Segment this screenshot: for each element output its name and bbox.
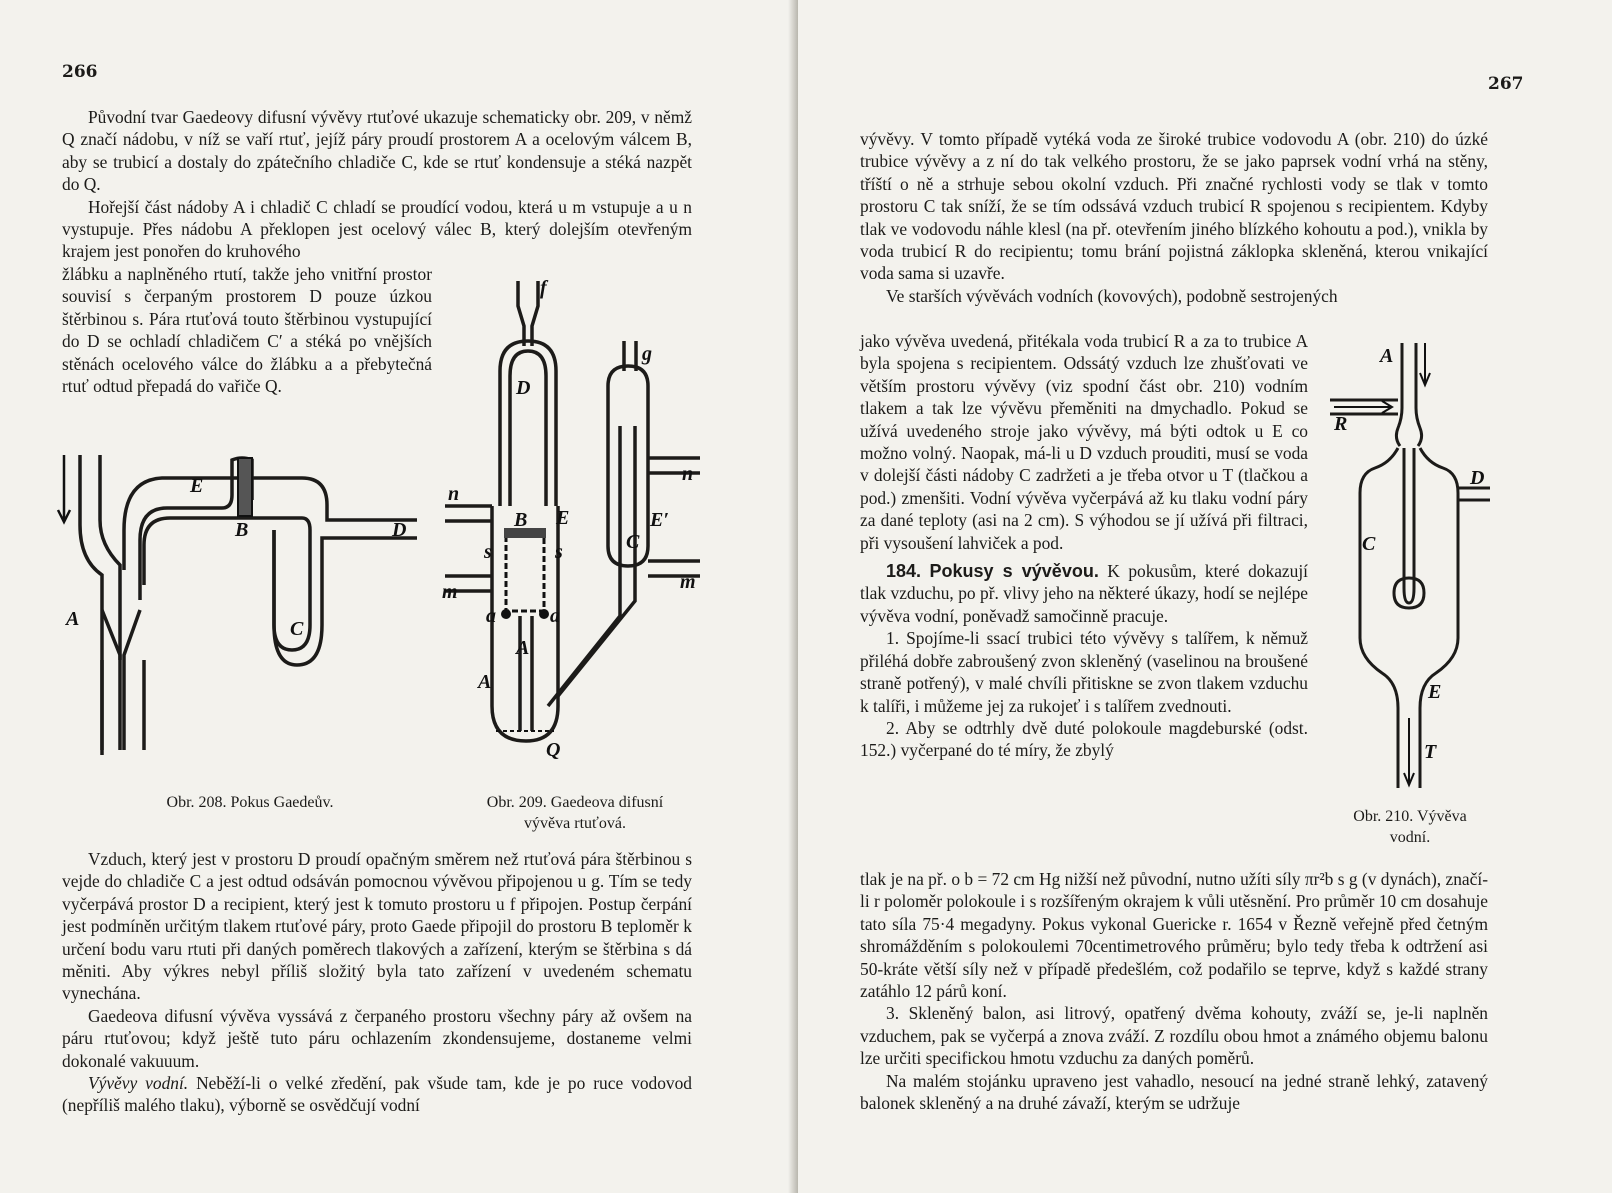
fig210-tube-A [1396,343,1421,446]
fig208-arrow-icon [58,455,70,522]
figure-209 [440,276,720,776]
right-page [798,0,1612,1193]
fig209-label-D: D [516,377,531,399]
fig210-label-D: D [1470,467,1485,489]
caption-208: Obr. 208. Pokus Gaedeův. [166,794,334,811]
section-title: Pokusy s vývěvou. [929,561,1099,582]
caption-209-line2: vývěva rtuťová. [524,815,626,832]
left-text-wrap [62,263,432,397]
fig210-label-E: E [1428,681,1442,703]
caption-209 [440,792,710,834]
caption-210-line1: Obr. 210. Vývěva [1353,808,1467,825]
fig209-top-tube [518,281,538,346]
fig210-label-R: R [1334,413,1348,435]
left-page [0,0,798,1193]
paragraph: jako vývěva uvedená, přitékala voda trubicí R a za to trubice A byla spojena s recipientem. Odssátý vzduch lze zhušťovati ve větším prostoru vývěvy (viz spodní část obr. 210) vodním tlakem a tak lze vývěvu přeměniti na dmychadlo. Pokud se užívá uvedeného stroje jako vývěvy, má býti odtok u E co možno volný. Naopak, má-li u D vzduch prouditi, musí se voda v dolejší části nádoby C zadržeti a je třeba otvor u T (tlačkou a pod.) zmenšiti. Vodní vývěva vyčerpává až ku tlaku vodní páry za dané teploty (asi na 2 cm). S výhodou se jí užívá při filtraci, při vysoušení lahviček a pod. [860,331,1308,553]
fig209-label-s2: s [555,541,563,563]
fig208-label-D: D [392,519,407,541]
left-text-top [62,106,692,263]
figure-208 [52,450,422,770]
paragraph: Hořejší část nádoby A i chladič C chladí se proudící vodou, která u m vstupuje a u n vystupuje. Přes nádobu A překlopen jest ocelový válec B, který dolejším otevřeným krajem jest ponořen do kruhového [62,196,692,262]
paragraph-text: Neběží-li o velké zředění, pak všude tam, kde je po ruce vodovod (nepříliš malého tlaku), výborně se osvědčují vodní [62,1073,692,1116]
caption-209-line1: Obr. 209. Gaedeova difusní [486,794,664,811]
fig209-label-a2: a [550,605,560,627]
fig209-label-E2: E′ [650,509,669,531]
fig210-arrow-R-icon [1334,401,1392,413]
fig209-label-A2: A [478,671,492,693]
left-text-bottom [62,848,692,1117]
paragraph [62,1072,692,1117]
fig208-inner-top [144,518,310,650]
fig209-label-s1: s [484,541,492,563]
fig208-u-outer [274,530,417,665]
fig208-top-line [124,478,417,570]
caption-210 [1320,806,1500,848]
fig208-label-C: C [290,618,304,640]
caption-210-line2: vodní. [1389,829,1431,846]
section-text: K pokusům, které dokazují tlak vzduchu, po př. vlivy jeho na některé úkazy, hodí se nejlépe vývěva vodní, poněvadž samočinně pracuje. [860,561,1308,626]
paragraph: Ve starších vývěvách vodních (kovových), podobně sestrojených [886,285,1338,306]
fig209-label-A1: A [516,637,530,659]
item-2b: tlak je na př. o b = 72 cm Hg nižší než původní, nutno užíti síly πr²b s g (v dynách), značí-li r poloměr polokoule i s rozšířeným okrajem k vůli utěsnění. Pro průměr 10 cm dosahuje tato síla 75·4 megadyny. Pokus vykonal Guericke r. 1654 v Řezně veřejně před četným shromážděním s polokoulemi 70centimetrového průměru; bylo tedy třeba k odtržení asi 50-kráte větší síly než v případě předešlém, což podařilo se teprve, když s každé strany zatáhlo 12 párů koní. [860,869,1488,1002]
fig209-label-B: B [514,509,528,531]
fig209-vessel-D-inner [510,351,546,506]
paragraph: Gaedeova difusní vývěva vyssává z čerpaného prostoru všechny páry až ovšem na páru rtuťovou; když ještě tuto páru ochlazením zkondensujeme, dostaneme velmi dokonalé vakuuum. [62,1005,692,1071]
right-text-top [860,128,1488,307]
page-number-left: 266 [62,62,98,82]
fig210-label-A: A [1380,345,1394,367]
fig209-label-m1: m [442,581,458,603]
item-1: 1. Spojíme-li ssací trubici této vývěvy s talířem, k němuž přiléhá dobře zabroušený zvon skleněný (vaselinou na broušené straně potřený), v malé chvíli přitiskne se zvon tlakem vzduchu k talíři, i můžeme jej za rukojeť i s talířem zvednouti. [860,628,1308,716]
paragraph-title: Vývěvy vodní. [88,1073,189,1094]
fig208-label-B: B [235,519,249,541]
fig209-label-m2: m [680,571,696,593]
fig209-mercury-right [539,609,549,619]
fig209-label-Q: Q [546,739,561,761]
figure-210 [1320,338,1500,798]
fig209-n-left [445,506,492,521]
fig209-label-C: C [626,531,640,553]
paragraph: žlábku a naplněného rtutí, takže jeho vnitřní prostor souvisí s čerpaným prostorem D pouze úzkou štěrbinou s. Pára rtuťová touto štěrbinou vystupující do D se ochladí chladičem C′ a stéká po vnějších stěnách ocelového válce do žlábku a a přebytečná rtuť odtud přepadá do vařiče Q. [62,264,432,397]
fig208-label-E: E [190,475,204,497]
section-number: 184. [886,561,922,582]
fig209-label-a1: a [486,605,496,627]
paragraph: vývěvy. V tomto případě vytéká voda ze široké trubice vodovodu A (obr. 210) do úzké trubice vývěvy a z ní do tak velkého prostoru, že se jako paprsek vodní vrhá na stěny, tříští o ně a strhuje sebou okolní vzduch. Při značné rychlosti vody se tlak v tomto prostoru C tak sníží, že se tím odssává vzduch trubicí R spojenou s recipientem. Kdyby tlak ve vodovodu náhle klesl (na př. otevřením jiného blízkého kohoutu a pod.), vnikla by voda trubicí R do recipientu; tomu brání pojistná záklopka skleněná, kterou vnikající voda sama si uzavře. [860,129,1488,284]
right-text-bottom [860,868,1488,1114]
fig209-mercury-left [501,609,511,619]
page-number-right: 267 [1488,74,1524,94]
fig208-label-A: A [66,608,80,630]
item-3: 3. Skleněný balon, asi litrový, opatřený dvěma kohouty, zváží se, je-li naplněn vzduchem, pak se vyčerpá a znova zváží. Z rozdílu obou hmot a známého objemu balonu lze určiti specifickou hmotu vzduchu za daných poměrů. [860,1003,1488,1069]
fig209-label-n2: n [682,463,694,485]
fig209-label-f: f [540,277,547,299]
paragraph: Na malém stojánku upraveno jest vahadlo, nesoucí na jedné straně lehký, zatavený balonek skleněný a na druhé závaží, kterým se udržuje [860,1070,1488,1114]
paragraph: Původní tvar Gaedeovy difusní vývěvy rtuťové ukazuje schematicky obr. 209, v němž Q značí nádobu, v níž se vaří rtuť, jejíž páry proudí prostorem A a ocelovým válcem B, aby se trubicí a dostaly do zpátečního chladiče C, kde se rtuť kondensuje a stéká nazpět do Q. [62,107,692,195]
fig210-arrow-A-icon [1420,343,1430,385]
fig209-label-E: E [556,507,570,529]
fig208-plug-B [238,458,252,516]
paragraph: Vzduch, který jest v prostoru D proudí opačným směrem než rtuťová pára štěrbinou s vejde do chladiče C a jest odtud odsáván pomocnou vývěvou připojenou u g. Tím se tedy vyčerpává prostor D a recipient, který jest k tomuto prostoru u f připojen. Postup čerpání jest podmíněn určitým tlakem rtuťové páry, proto Gaede připojil do prostoru B teploměr k určení bodu varu rtuti při daných poměrech tlakových a zařízení, kterým se štěrbina s dá měniti. Aby výkres nebyl příliš složitý byla tato zařízení v uvedeném schematu vynechána. [62,849,692,1004]
fig210-label-T: T [1424,741,1437,763]
item-2a: 2. Aby se odtrhly dvě duté polokoule magdeburské (odst. 152.) vyčerpané do té míry, že zbylý [860,717,1308,761]
section-184 [860,560,1308,627]
right-text-wrap [860,330,1308,762]
fig209-cylinder-B [506,531,544,611]
fig209-inner-tube [520,616,532,731]
fig209-label-n1: n [448,483,460,505]
fig210-arrow-E-icon [1404,718,1414,785]
fig209-label-g: g [642,343,652,365]
fig210-tube-D [1458,488,1490,500]
fig210-label-C: C [1362,533,1376,555]
